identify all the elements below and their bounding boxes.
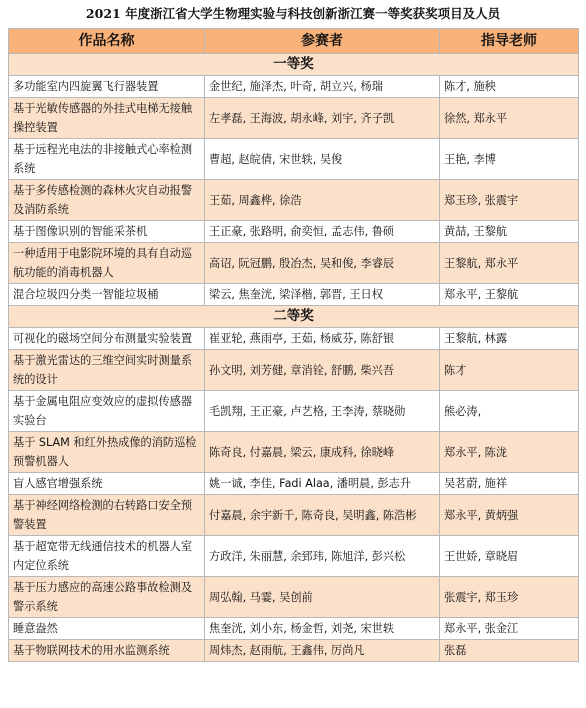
- participants-cell: 左孝磊, 王海波, 胡永峰, 刘宇, 齐子凯: [205, 98, 440, 139]
- table-row: [9, 139, 579, 180]
- table-row: [9, 577, 579, 618]
- table-row: [9, 243, 579, 284]
- participants-cell: 周弘翰, 马霎, 吴创前: [205, 577, 440, 618]
- table-row: [9, 98, 579, 139]
- advisors-cell: 郑永平, 黄炳强: [440, 495, 579, 536]
- table-row: [9, 432, 579, 473]
- project-name-cell: 多功能室内四旋翼飞行器装置: [9, 76, 205, 98]
- advisors-cell: 王世娇, 章晓眉: [440, 536, 579, 577]
- participants-cell: 毛凯翔, 王正豪, 卢艺格, 王李涛, 蔡晓勋: [205, 391, 440, 432]
- participants-cell: 金世纪, 施泽杰, 叶奇, 胡立兴, 杨瑞: [205, 76, 440, 98]
- participants-cell: 王茹, 周鑫桦, 徐浩: [205, 180, 440, 221]
- section-label: 一等奖: [9, 54, 579, 76]
- participants-cell: 付嘉晨, 余宇新千, 陈奇良, 吴明鑫, 陈浩彬: [205, 495, 440, 536]
- advisors-cell: 王黎航, 林露: [440, 328, 579, 350]
- header-advisors: 指导老师: [440, 29, 579, 54]
- table-row: [9, 640, 579, 662]
- project-name-cell: 基于金属电阻应变效应的虚拟传感器实验台: [9, 391, 205, 432]
- participants-cell: 王正豪, 张路明, 俞奕恒, 孟志伟, 鲁硕: [205, 221, 440, 243]
- advisors-cell: 张磊: [440, 640, 579, 662]
- header-project-name: 作品名称: [9, 29, 205, 54]
- document-title: 2021 年度浙江省大学生物理实验与科技创新浙江赛一等奖获奖项目及人员: [85, 6, 501, 21]
- project-name-cell: 基于远程光电法的非接触式心率检测系统: [9, 139, 205, 180]
- table-row: [9, 76, 579, 98]
- table-body: [9, 54, 579, 662]
- advisors-cell: 郑玉珍, 张震宇: [440, 180, 579, 221]
- participants-cell: 姚一诚, 李佳, Fadi Alaa, 潘明晨, 彭志升: [205, 473, 440, 495]
- advisors-cell: 郑永平, 陈泷: [440, 432, 579, 473]
- advisors-cell: 黄喆, 王黎航: [440, 221, 579, 243]
- section-row: [9, 306, 579, 328]
- participants-cell: 梁云, 焦奎洸, 梁泽楷, 郭晋, 王日权: [205, 284, 440, 306]
- advisors-cell: 王艳, 李博: [440, 139, 579, 180]
- project-name-cell: 盲人感官增强系统: [9, 473, 205, 495]
- table-row: [9, 328, 579, 350]
- table-row: [9, 284, 579, 306]
- table-row: [9, 536, 579, 577]
- section-row: [9, 54, 579, 76]
- participants-cell: 崔亚轮, 燕雨亭, 王茹, 杨威芬, 陈舒银: [205, 328, 440, 350]
- advisors-cell: 陈才: [440, 350, 579, 391]
- project-name-cell: 混合垃圾四分类一智能垃圾桶: [9, 284, 205, 306]
- advisors-cell: 郑永平, 张金江: [440, 618, 579, 640]
- participants-cell: 曹超, 赵皖倩, 宋世轶, 吴俊: [205, 139, 440, 180]
- header-participants: 参赛者: [205, 29, 440, 54]
- section-label: 二等奖: [9, 306, 579, 328]
- advisors-cell: 徐然, 郑永平: [440, 98, 579, 139]
- advisors-cell: 张震宇, 郑玉珍: [440, 577, 579, 618]
- participants-cell: 方政洋, 朱丽慧, 余郅玮, 陈旭洋, 彭兴松: [205, 536, 440, 577]
- advisors-cell: 陈才, 施秧: [440, 76, 579, 98]
- advisors-cell: 郑永平, 王黎航: [440, 284, 579, 306]
- participants-cell: 周炜杰, 赵雨航, 王鑫伟, 厉尚凡: [205, 640, 440, 662]
- table-row: [9, 350, 579, 391]
- participants-cell: 高诏, 阮冠鹏, 殷冶杰, 吴和俊, 李睿辰: [205, 243, 440, 284]
- participants-cell: 孙文明, 刘芳健, 章消铨, 舒鹏, 柴兴吾: [205, 350, 440, 391]
- award-table: [8, 28, 579, 662]
- project-name-cell: 一种适用于电影院环境的具有自动巡航功能的消毒机器人: [9, 243, 205, 284]
- project-name-cell: 基于压力感应的高速公路事故检测及警示系统: [9, 577, 205, 618]
- project-name-cell: 可视化的磁场空间分布测量实验装置: [9, 328, 205, 350]
- advisors-cell: 王黎航, 郑永平: [440, 243, 579, 284]
- project-name-cell: 基于超宽带无线通信技术的机器人室内定位系统: [9, 536, 205, 577]
- participants-cell: 焦奎洸, 刘小东, 杨金哲, 刘尧, 宋世轶: [205, 618, 440, 640]
- project-name-cell: 睡意盎然: [9, 618, 205, 640]
- table-row: [9, 473, 579, 495]
- project-name-cell: 基于光敏传感器的外挂式电梯无接触操控装置: [9, 98, 205, 139]
- project-name-cell: 基于激光雷达的三维空间实时测量系统的设计: [9, 350, 205, 391]
- advisors-cell: 熊必涛,: [440, 391, 579, 432]
- project-name-cell: 基于图像识别的智能采茶机: [9, 221, 205, 243]
- table-row: [9, 180, 579, 221]
- advisors-cell: 吴茗蔚, 施祥: [440, 473, 579, 495]
- table-header-row: [9, 29, 579, 54]
- table-row: [9, 618, 579, 640]
- table-row: [9, 391, 579, 432]
- project-name-cell: 基于神经网络检测的右转路口安全预警装置: [9, 495, 205, 536]
- table-row: [9, 495, 579, 536]
- project-name-cell: 基于物联网技术的用水监测系统: [9, 640, 205, 662]
- participants-cell: 陈奇良, 付嘉晨, 梁云, 康成科, 徐晓峰: [205, 432, 440, 473]
- table-row: [9, 221, 579, 243]
- project-name-cell: 基于 SLAM 和红外热成像的消防巡检预警机器人: [9, 432, 205, 473]
- project-name-cell: 基于多传感检测的森林火灾自动报警及消防系统: [9, 180, 205, 221]
